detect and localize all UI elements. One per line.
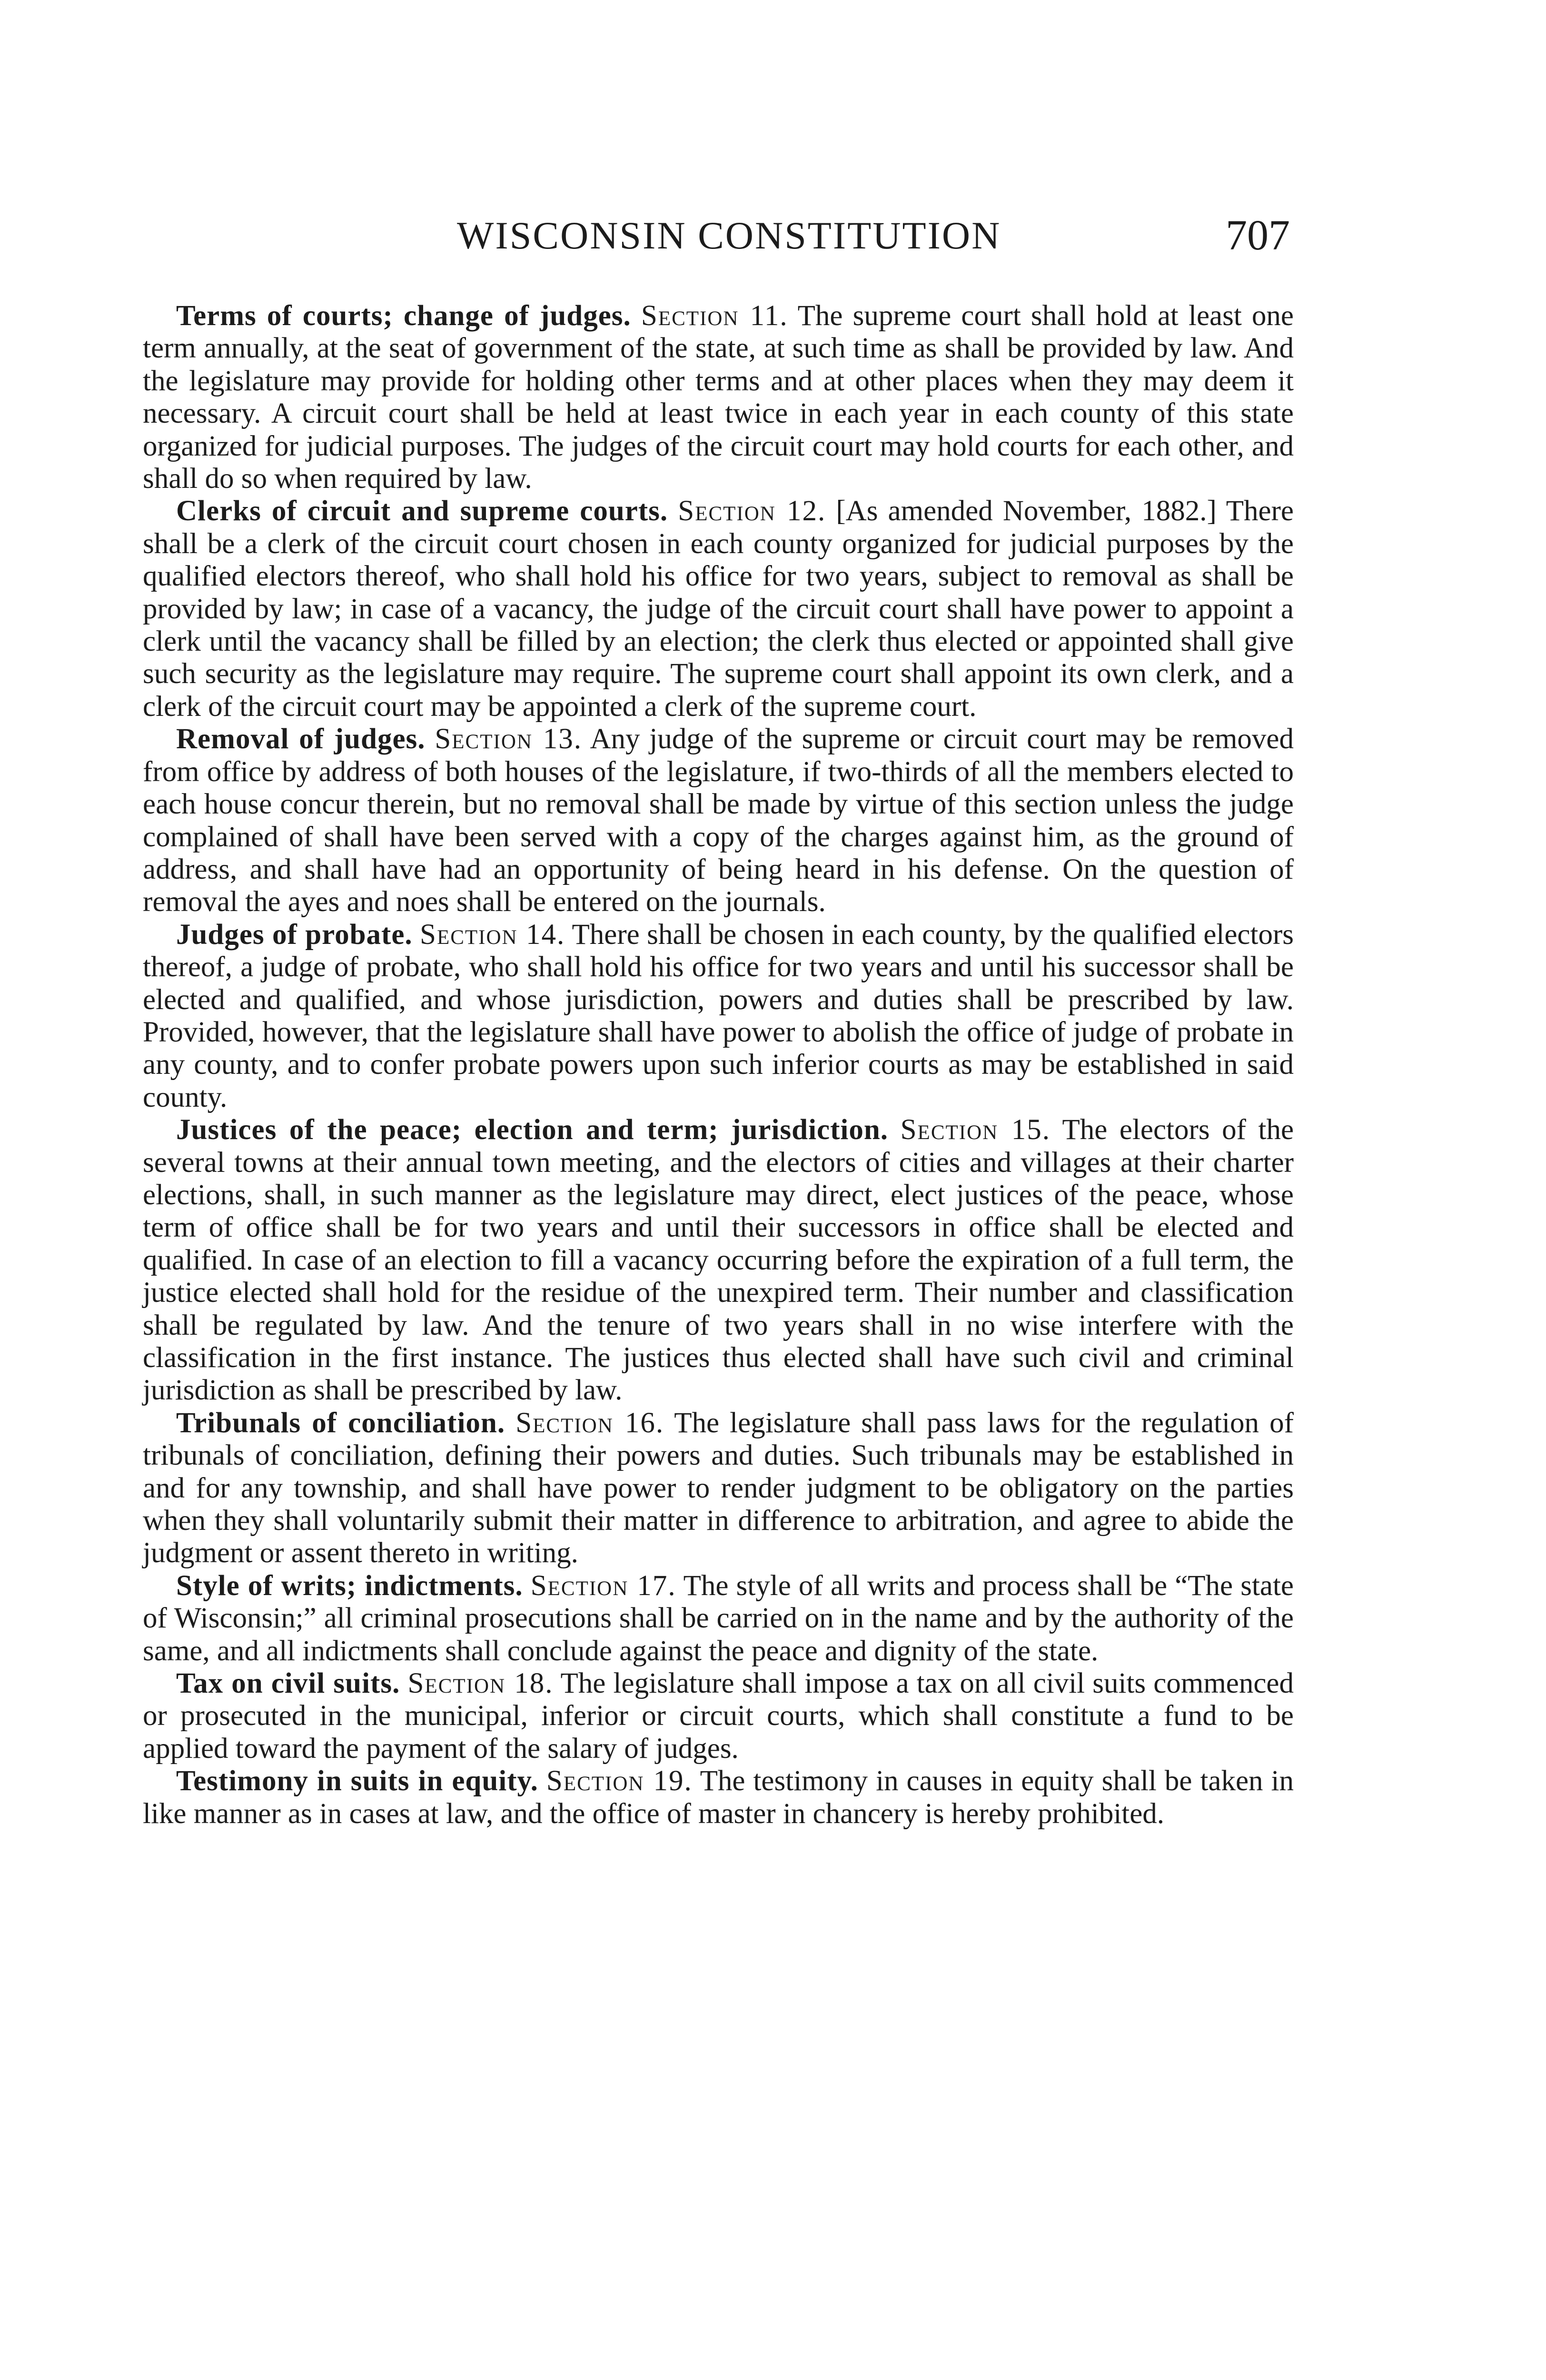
section-heading: Judges of probate. [176,918,413,951]
section-heading: Justices of the peace; election and term; jurisdiction. [176,1114,889,1146]
section-19 [143,1765,1294,1830]
section-text: The electors of the several towns at their annual town meeting, and the electors of cities and villages at their charter elections, shall, in such manner as the legislature may direct, elect justices of the peace, whose term of office shall be for two years and until their successors in office shall be elected and qualified. In case of an election to fill a vacancy occurring before the expiration of a full term, the justice elected shall hold for the residue of the unexpired term. Their number and classification shall be regulated by law. And the tenure of two years shall in no wise interfere with the classification in the first instance. The justices thus elected shall have such civil and criminal jurisdiction as shall be prescribed by law. [143,1114,1294,1407]
section-18 [143,1667,1294,1765]
section-16 [143,1407,1294,1570]
section-label: Section 17. [530,1569,676,1602]
section-17 [143,1570,1294,1667]
section-label: Section 11. [641,300,788,332]
section-label: Section 13. [435,723,582,755]
section-13 [143,723,1294,918]
section-text: Any judge of the supreme or circuit court may be removed from office by address of both houses of the legislature, if two-thirds of all the members elected to each house concur therein, but no removal shall be made by virtue of this section unless the judge complained of shall have been served with a copy of the charges against him, as the ground of address, and shall have had an opportunity of being heard in his defense. On the question of removal the ayes and noes shall be entered on the journals. [143,723,1294,918]
section-heading: Removal of judges. [176,723,426,755]
section-text: The testimony in causes in equity shall be taken in like manner as in cases at law, and the office of master in chancery is hereby prohibited. [143,1765,1294,1830]
section-text: The legislature shall impose a tax on all civil suits commenced or prosecuted in the municipal, inferior or circuit courts, which shall constitute a fund to be applied toward the payment of the salary of judges. [143,1667,1294,1765]
section-heading: Testimony in suits in equity. [176,1765,538,1797]
section-15 [143,1114,1294,1407]
page-number: 707 [1226,212,1290,259]
section-heading: Terms of courts; change of judges. [176,300,631,332]
section-label: Section 14. [420,918,565,951]
page-header [148,205,1290,267]
section-label: Section 15. [900,1114,1051,1146]
section-label: Section 18. [407,1667,554,1700]
running-title: WISCONSIN CONSTITUTION [457,214,1001,257]
section-heading: Tribunals of conciliation. [176,1407,505,1439]
section-text: The legislature shall pass laws for the regulation of tribunals of conciliation, defining their powers and duties. Such tribunals may be established in and for any township, and shall have power to render judgment to be obligatory on the parties when they shall voluntarily submit their matter in difference to arbitration, and agree to abide the judgment or assent thereto in writing. [143,1407,1294,1569]
section-heading: Style of writs; indictments. [176,1569,523,1602]
section-text: The style of all writs and process shall be “The state of Wisconsin;” all criminal prosecutions shall be carried on in the name and by the authority of the same, and all indictments shall conclude against the peace and dignity of the state. [143,1569,1294,1667]
section-12 [143,495,1294,723]
section-text: The supreme court shall hold at least one term annually, at the seat of government of the state, at such time as shall be provided by law. And the legislature may provide for holding other terms and at other places when they may deem it necessary. A circuit court shall be held at least twice in each year in each county of this state organized for judicial purposes. The judges of the circuit court may hold courts for each other, and shall do so when required by law. [143,300,1294,495]
section-heading: Clerks of circuit and supreme courts. [176,495,668,527]
section-label: Section 19. [546,1765,693,1797]
constitution-text [143,300,1294,1830]
section-label: Section 16. [515,1407,664,1439]
section-label: Section 12. [678,495,826,527]
section-11 [143,300,1294,495]
section-14 [143,919,1294,1114]
section-text: There shall be chosen in each county, by the qualified electors thereof, a judge of probate, who shall hold his office for two years and until his successor shall be elected and qualified, and whose jurisdiction, powers and duties shall be prescribed by law. Provided, however, that the legislature shall have power to abolish the office of judge of probate in any county, and to confer probate powers upon such inferior courts as may be established in said county. [143,918,1294,1113]
section-heading: Tax on civil suits. [176,1667,400,1700]
section-text: [As amended November, 1882.] There shall be a clerk of the circuit court chosen in each county organized for judicial purposes by the qualified electors thereof, who shall hold his office for two years, subject to removal as shall be provided by law; in case of a vacancy, the judge of the circuit court shall have power to appoint a clerk until the vacancy shall be filled by an election; the clerk thus elected or appointed shall give such security as the legislature may require. The supreme court shall appoint its own clerk, and a clerk of the circuit court may be appointed a clerk of the supreme court. [143,495,1294,723]
